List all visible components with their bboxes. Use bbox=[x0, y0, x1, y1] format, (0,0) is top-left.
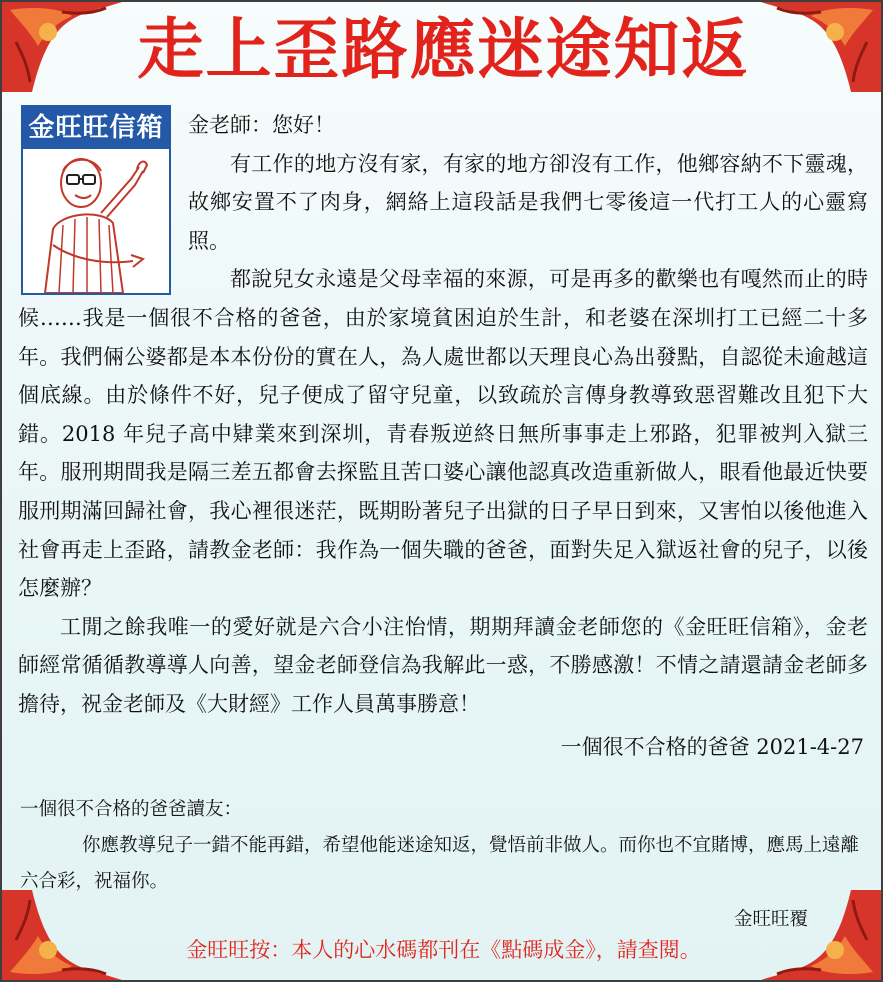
column-name: 金旺旺信箱 bbox=[23, 107, 169, 149]
reply-signature: 金旺旺覆 bbox=[733, 909, 808, 930]
letter-paragraph: 工閒之餘我唯一的愛好就是六合小注怡情，期期拜讀金老師您的《金旺旺信箱》，金老師經常循循教導導人向善，望金老師登信為我解此一惑，不勝感激！不情之請還請金老師多擔待，祝金老師及《大財經》工作人員萬事勝意！ bbox=[18, 614, 868, 716]
footer-note: 金旺旺按：本人的心水碼都刊在《點碼成金》，請查閱。 bbox=[186, 938, 701, 962]
reply-body: 你應教導兒子一錯不能再錯，希望他能迷途知返，覺悟前非做人。而你也不宜賭博，應馬上遠離六合彩，祝福你。 bbox=[20, 835, 860, 892]
page-title: 走上歪路應迷途知返 bbox=[137, 11, 750, 88]
letter-paragraph: 有工作的地方沒有家，有家的地方卻沒有工作，他鄉容納不下靈魂，故鄉安置不了肉身，網絡上這段話是我們七零後這一代打工人的心靈寫照。 bbox=[188, 151, 868, 253]
letter-paragraph: 都說兒女永遠是父母幸福的來源，可是再多的歡樂也有嘎然而止的時候……我是一個很不合格的爸爸，由於家境貧困迫於生計，和老婆在深圳打工已經二十多年。我們倆公婆都是本本份份的實在人，為人處世都以天理良心為出發點，自認從未逾越這個底線。由於條件不好，兒子便成了留守兒童，以致疏於言傳身教導致惡習難改且犯下大錯。2018 年兒子高中肄業來到深圳，青春叛逆終日無所事事走上邪路，犯罪被判入獄三年。服刑期間我是隔三差五都會去探監且苦口婆心讓他認真改造重新做人，眼看他最近快要服刑期滿回歸社會，我心裡很迷茫，既期盼著兒子出獄的日子早日到來，又害怕以後他進入社會再走上歪路，請教金老師：我作為一個失職的爸爸，面對失足入獄返社會的兒子，以後怎麼辦？ bbox=[18, 267, 868, 601]
letter-greeting: 金老師：您好！ bbox=[188, 113, 335, 137]
columnist-reply bbox=[20, 792, 868, 938]
reply-salutation: 一個很不合格的爸爸讀友： bbox=[20, 799, 243, 820]
letter-signature: 一個很不合格的爸爸 2021-4-27 bbox=[560, 734, 864, 759]
reader-letter bbox=[18, 106, 868, 766]
